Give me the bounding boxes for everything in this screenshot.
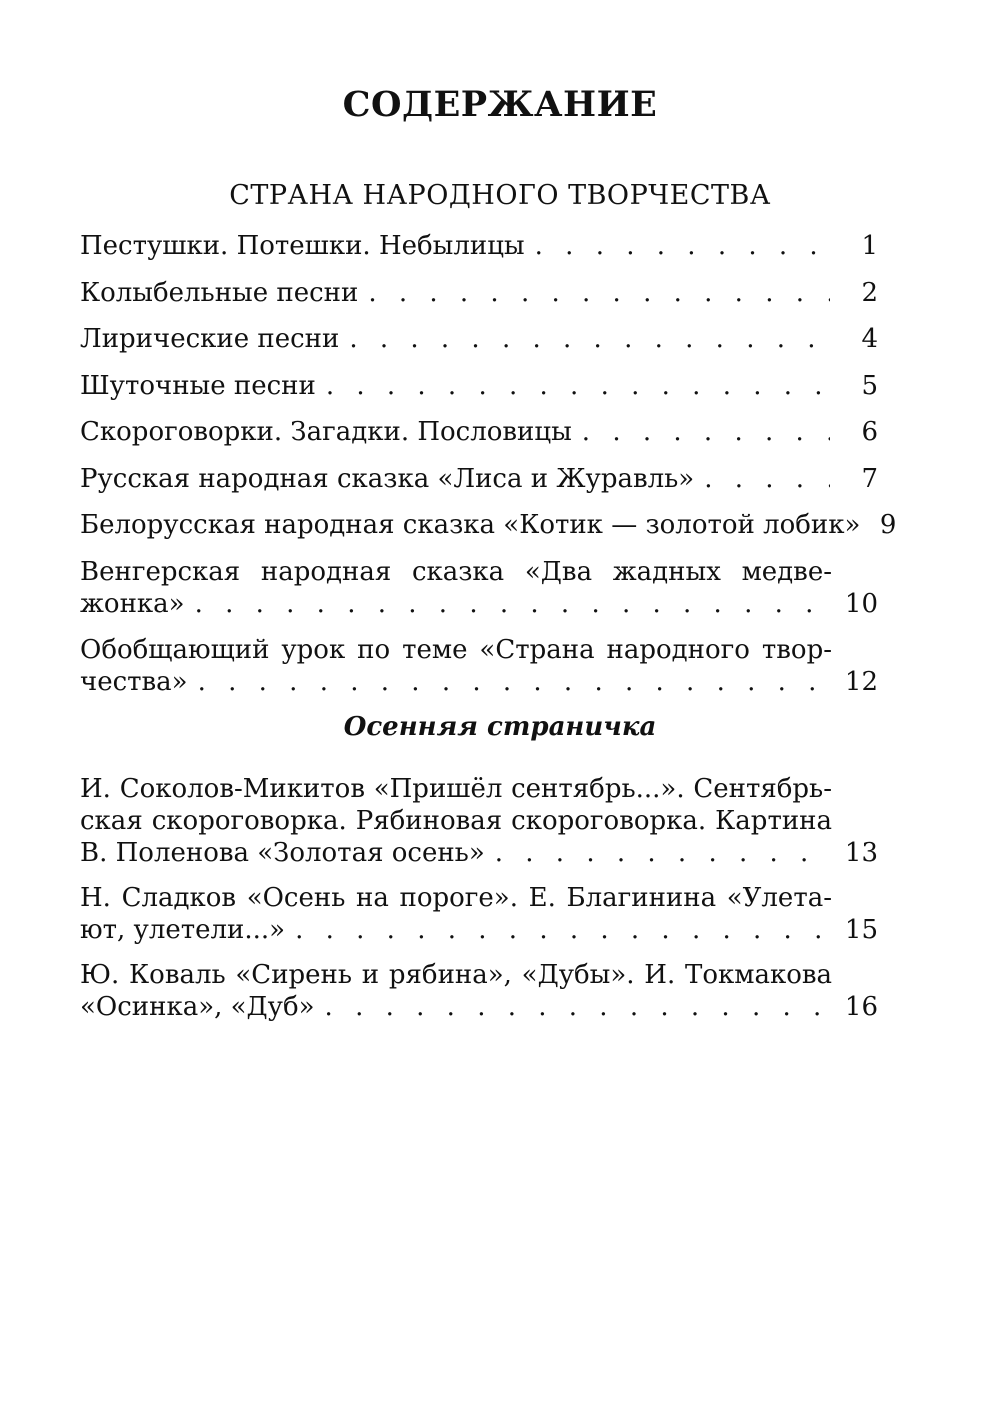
- toc-entry-page-number: 13: [844, 838, 878, 868]
- toc-entry-last-line: [80, 666, 878, 698]
- toc-entry[interactable]: [80, 959, 878, 1023]
- toc-entry-last-line: [80, 463, 878, 495]
- section-title-autumn: Осенняя страничка: [343, 712, 657, 742]
- toc-entry[interactable]: [80, 230, 878, 262]
- toc-entry-page-number: 16: [844, 992, 878, 1022]
- toc-entry-title: В. Поленова «Золотая осень»: [80, 838, 485, 868]
- dot-leader: [582, 416, 830, 448]
- toc-entry-page-number: 12: [844, 667, 878, 697]
- toc-entry-page-number: 15: [844, 915, 878, 945]
- toc-entry-last-line: [80, 416, 878, 448]
- toc-entry-title: Шуточные песни: [80, 370, 316, 401]
- toc-entry-title: Пестушки. Потешки. Небылицы: [80, 231, 525, 261]
- toc-list-autumn: [80, 773, 878, 1036]
- dot-leader: [195, 588, 830, 620]
- toc-entry-page-number: 9: [879, 510, 897, 540]
- toc-entry[interactable]: [80, 556, 878, 620]
- dot-leader: [295, 914, 830, 946]
- toc-entry[interactable]: [80, 509, 897, 541]
- toc-entry-page-number: 4: [861, 324, 878, 354]
- toc-entry-last-line: [80, 914, 878, 946]
- toc-entry-title: Колыбельные песни: [80, 277, 359, 308]
- toc-entry-title: Скороговорки. Загадки. Пословицы: [80, 417, 572, 447]
- toc-entry-title: Лирические песни: [80, 324, 340, 354]
- toc-entry-title-line: ская скороговорка. Рябиновая скороговорка. Картина: [80, 806, 832, 836]
- toc-entry-title: ют, улетели...»: [80, 915, 286, 945]
- dot-leader: [198, 666, 830, 698]
- dot-leader: [325, 991, 830, 1023]
- toc-entry-title: Белорусская народная сказка «Котик — золотой лобик»: [80, 510, 861, 540]
- dot-leader: [368, 277, 830, 309]
- dot-leader: [495, 837, 830, 869]
- toc-entry[interactable]: [80, 416, 878, 448]
- dot-leader: [535, 230, 830, 262]
- toc-entry-page-number: 2: [861, 277, 878, 308]
- toc-entry-page-number: 6: [861, 417, 878, 447]
- toc-entry-last-line: [80, 230, 878, 262]
- dot-leader: [326, 370, 830, 402]
- dot-leader: [349, 323, 830, 355]
- toc-entry-last-line: [80, 509, 897, 541]
- toc-entry-title-line: Н. Сладков «Осень на пороге». Е. Благинина «Улета-: [80, 883, 832, 913]
- section-title-folk-art: СТРАНА НАРОДНОГО ТВОРЧЕСТВА: [229, 180, 771, 211]
- toc-entry-title-line: И. Соколов-Микитов «Пришёл сентябрь...». Сентябрь-: [80, 774, 832, 804]
- toc-entry[interactable]: [80, 463, 878, 495]
- toc-entry-title: чества»: [80, 667, 188, 697]
- toc-entry-title-line: Обобщающий урок по теме «Страна народного твор-: [80, 635, 832, 665]
- toc-entry-last-line: [80, 277, 878, 309]
- toc-entry-last-line: [80, 588, 878, 620]
- toc-entry[interactable]: [80, 323, 878, 355]
- toc-entry[interactable]: [80, 773, 878, 869]
- toc-entry-page-number: 1: [861, 231, 878, 261]
- toc-entry-last-line: [80, 991, 878, 1023]
- toc-entry-title: «Осинка», «Дуб»: [80, 992, 315, 1022]
- toc-entry[interactable]: [80, 370, 878, 402]
- toc-entry-title-line: Венгерская народная сказка «Два жадных медве-: [80, 556, 832, 587]
- toc-entry-last-line: [80, 370, 878, 402]
- toc-entry[interactable]: [80, 277, 878, 309]
- toc-entry-last-line: [80, 323, 878, 355]
- dot-leader: [704, 463, 830, 495]
- toc-entry-last-line: [80, 837, 878, 869]
- toc-entry-page-number: 10: [844, 588, 878, 619]
- toc-entry-page-number: 7: [861, 463, 878, 494]
- toc-entry-title: Русская народная сказка «Лиса и Журавль»: [80, 463, 695, 494]
- toc-entry[interactable]: [80, 634, 878, 698]
- toc-entry[interactable]: [80, 882, 878, 946]
- toc-entry-title: жонка»: [80, 588, 185, 619]
- toc-list-folk-art: [80, 230, 897, 713]
- toc-entry-title-line: Ю. Коваль «Сирень и рябина», «Дубы». И. Токмакова: [80, 960, 832, 990]
- toc-entry-page-number: 5: [861, 370, 878, 401]
- page-title: СОДЕРЖАНИЕ: [342, 84, 658, 125]
